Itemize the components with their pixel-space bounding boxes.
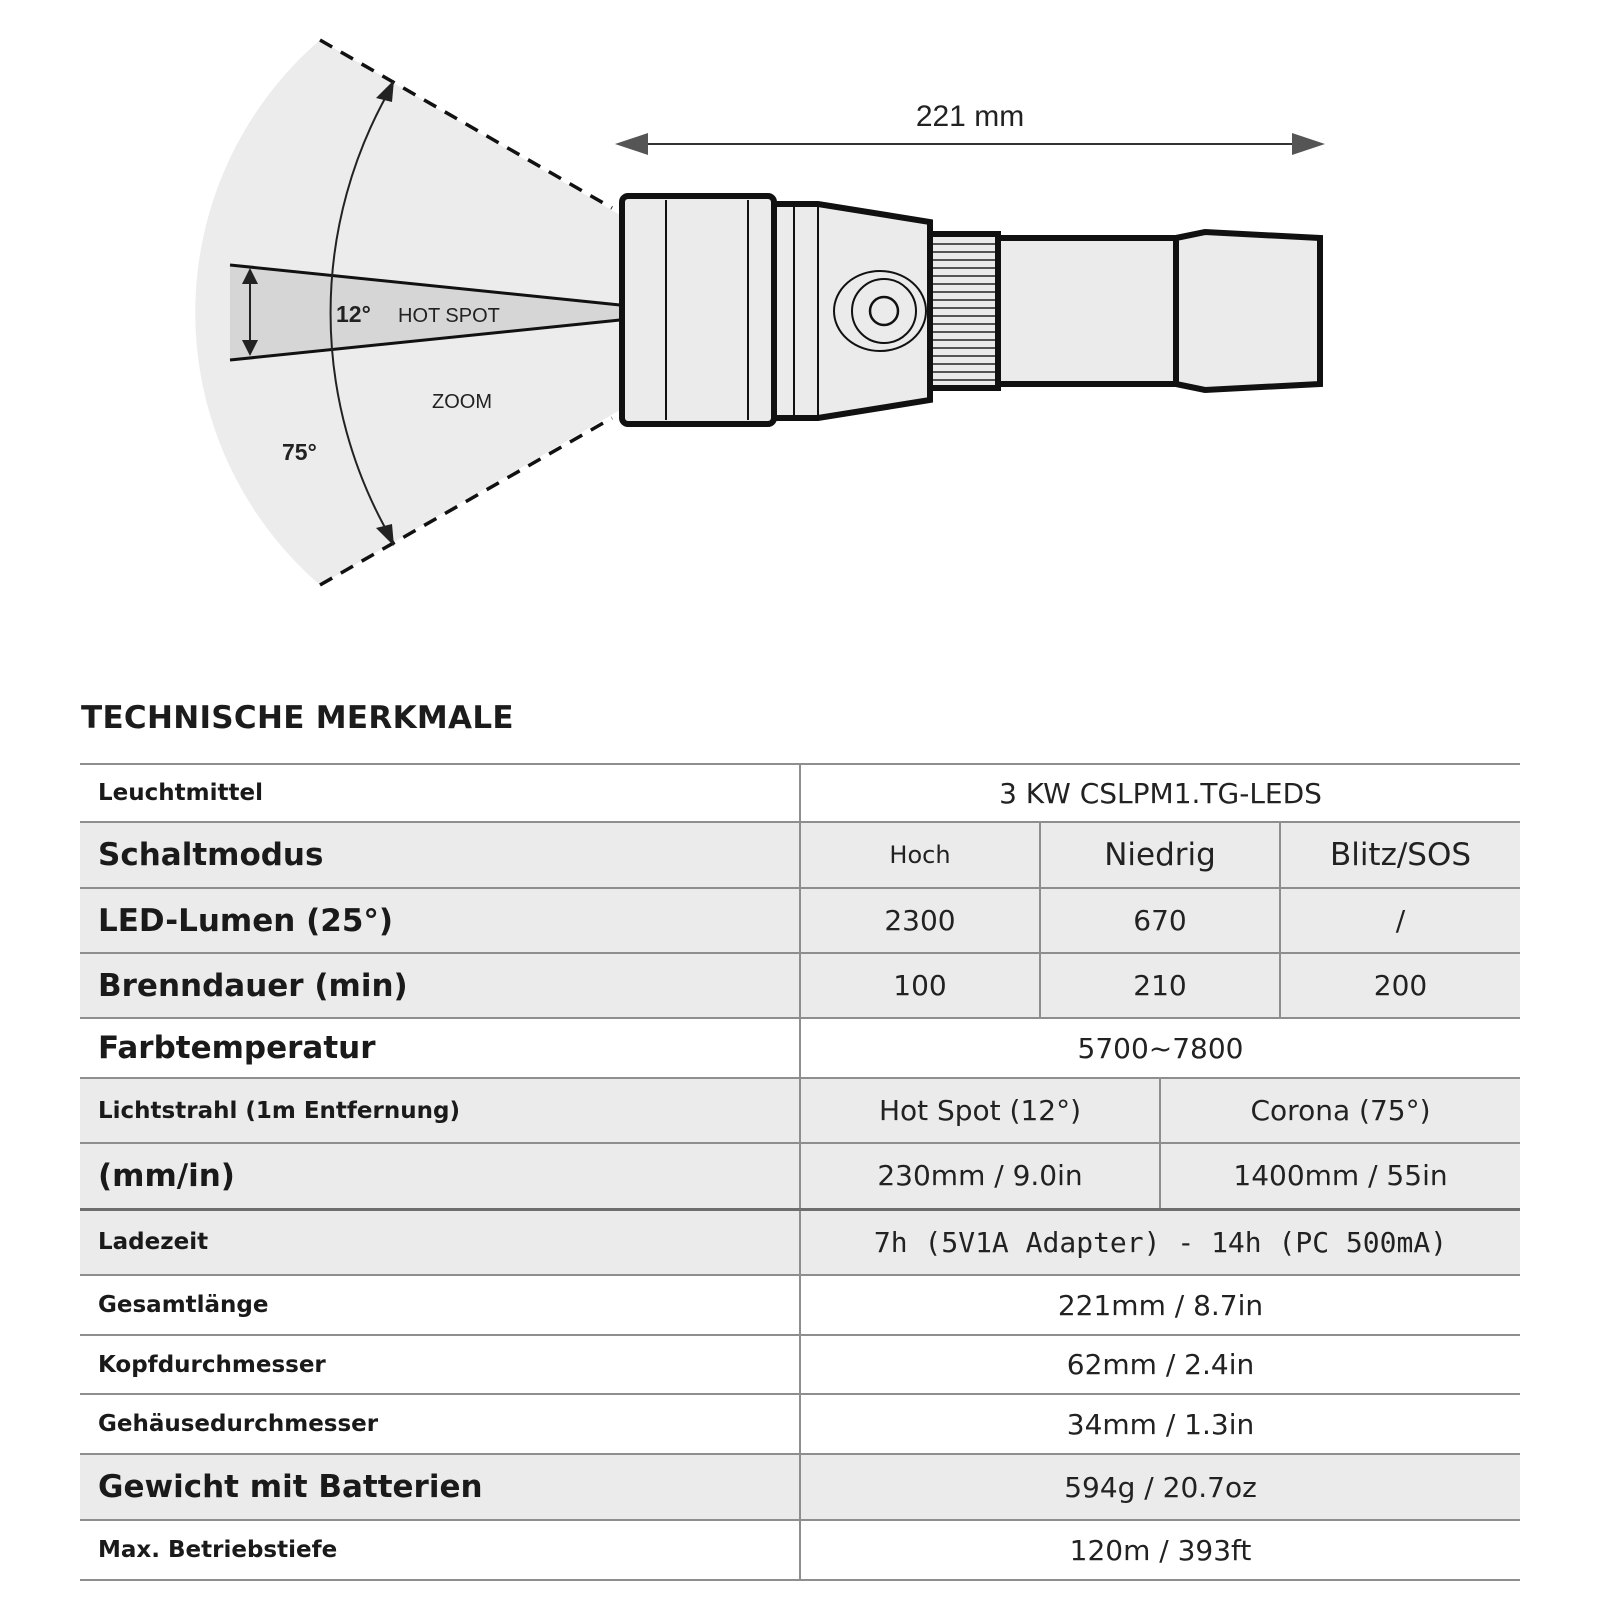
row-value-gesamtlaenge: 221mm / 8.7in: [800, 1275, 1520, 1335]
mmin-corona: 1400mm / 55in: [1160, 1143, 1520, 1209]
hotspot-angle-label: 12°: [336, 301, 371, 327]
schaltmodus-blitz: Blitz/SOS: [1280, 822, 1520, 888]
row-label-gehaeusedurchmesser: Gehäusedurchmesser: [80, 1394, 800, 1454]
flashlight-diagram: [0, 0, 1601, 690]
row-value-gewicht: 594g / 20.7oz: [800, 1454, 1520, 1520]
spec-table: [80, 763, 1520, 1581]
corona-angle-label: 75°: [282, 439, 317, 465]
row-label-brenndauer: Brenndauer (min): [80, 953, 800, 1018]
schaltmodus-hoch: Hoch: [800, 822, 1040, 888]
row-value-betriebstiefe: 120m / 393ft: [800, 1520, 1520, 1580]
row-value-gehaeusedurchmesser: 34mm / 1.3in: [800, 1394, 1520, 1454]
lumen-niedrig: 670: [1040, 888, 1280, 953]
row-value-farbtemperatur: 5700~7800: [800, 1018, 1520, 1078]
lumen-blitz: /: [1280, 888, 1520, 953]
row-value-ladezeit: 7h (5V1A Adapter) - 14h (PC 500mA): [800, 1209, 1520, 1275]
table-row: [80, 822, 1520, 888]
table-row: [80, 1335, 1520, 1394]
hotspot-label: HOT SPOT: [398, 305, 500, 327]
row-label-gesamtlaenge: Gesamtlänge: [80, 1275, 800, 1335]
row-label-gewicht: Gewicht mit Batterien: [80, 1454, 800, 1520]
table-row: [80, 1394, 1520, 1454]
table-row: [80, 764, 1520, 822]
row-value-kopfdurchmesser: 62mm / 2.4in: [800, 1335, 1520, 1394]
brenndauer-hoch: 100: [800, 953, 1040, 1018]
table-row: [80, 953, 1520, 1018]
length-label: 221 mm: [915, 100, 1025, 133]
row-label-betriebstiefe: Max. Betriebstiefe: [80, 1520, 800, 1580]
table-row: [80, 1275, 1520, 1335]
table-row: [80, 1143, 1520, 1209]
row-label-lichtstrahl: Lichtstrahl (1m Entfernung): [80, 1078, 800, 1143]
row-label-kopfdurchmesser: Kopfdurchmesser: [80, 1335, 800, 1394]
length-arrow-right: [1292, 133, 1325, 155]
lichtstrahl-corona: Corona (75°): [1160, 1078, 1520, 1143]
table-row: [80, 1018, 1520, 1078]
row-label-lumen: LED-Lumen (25°): [80, 888, 800, 953]
table-row: [80, 1209, 1520, 1275]
table-row: [80, 1520, 1520, 1580]
table-row: [80, 1454, 1520, 1520]
mmin-hotspot: 230mm / 9.0in: [800, 1143, 1160, 1209]
section-title: TECHNISCHE MERKMALE: [81, 700, 514, 736]
brenndauer-niedrig: 210: [1040, 953, 1280, 1018]
zoom-label: ZOOM: [432, 391, 492, 413]
row-value-leuchtmittel: 3 KW CSLPM1.TG-LEDS: [800, 764, 1520, 822]
row-label-ladezeit: Ladezeit: [80, 1209, 800, 1275]
lumen-hoch: 2300: [800, 888, 1040, 953]
row-label-leuchtmittel: Leuchtmittel: [80, 764, 800, 822]
brenndauer-blitz: 200: [1280, 953, 1520, 1018]
flashlight-body: [622, 196, 1320, 424]
lichtstrahl-hotspot: Hot Spot (12°): [800, 1078, 1160, 1143]
table-row: [80, 888, 1520, 953]
table-row: [80, 1078, 1520, 1143]
row-label-farbtemperatur: Farbtemperatur: [80, 1018, 800, 1078]
row-label-schaltmodus: Schaltmodus: [80, 822, 800, 888]
row-label-mmin: (mm/in): [80, 1143, 800, 1209]
schaltmodus-niedrig: Niedrig: [1040, 822, 1280, 888]
length-arrow-left: [615, 133, 648, 155]
